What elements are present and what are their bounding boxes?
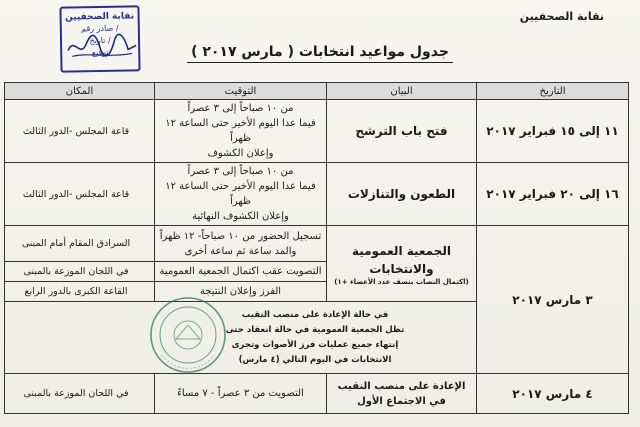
org-name: نقابة الصحفيين [519, 10, 604, 23]
row4-time: التصويت من ٣ عصراً - ٧ مساءً [155, 374, 327, 414]
row4-place: في اللجان الموزعة بالمبنى [5, 374, 155, 414]
row3-item-line2: والانتخابات [369, 261, 434, 276]
row3-note-line3: إنتهاء جميع عمليات فرز الأصوات وتجرى [231, 339, 399, 350]
stamp-line-1: نقابة الصحفيين [65, 11, 135, 23]
row3-time-counting: الفرز وإعلان النتيجة [155, 282, 327, 302]
row3-note-line4: الانتخابات في اليوم التالي (٤ مارس) [238, 354, 392, 365]
row3-time-reg-line1: تسجيل الحضور من ١٠ صباحاً- ١٢ ظهراً [159, 230, 322, 242]
row2-time [155, 163, 327, 226]
stamp-line-2: صادر رقم / [81, 23, 119, 34]
row1-time-line2: فيما عدا اليوم الأخير حتى الساعة ١٢ ظهراً [165, 118, 316, 144]
row3-place-hall: القاعة الكبرى بالدور الرابع [5, 282, 155, 302]
row3-time-registration [155, 226, 327, 262]
row3-place-committees: في اللجان الموزعة بالمبنى [5, 262, 155, 282]
col-header-place: المكان [5, 83, 155, 100]
col-header-date: التاريخ [477, 83, 629, 100]
row2-time-line2: فيما عدا اليوم الأخير حتى الساعة ١٢ ظهراً [165, 181, 316, 207]
stamp-line-4: توقيع [91, 47, 109, 58]
table-row [5, 100, 629, 163]
page-title [0, 44, 640, 60]
row3-date: ٣ مارس ٢٠١٧ [477, 226, 629, 374]
received-stamp [59, 5, 140, 72]
row1-date: ١١ إلى ١٥ فبراير ٢٠١٧ [477, 100, 629, 163]
table-row [5, 226, 629, 262]
row2-time-line1: من ١٠ صباحاً إلى ٣ عصراً [187, 166, 294, 177]
table-row [5, 163, 629, 226]
row3-place-tent: السرادق المقام أمام المبنى [5, 226, 155, 262]
table-row [5, 374, 629, 414]
row3-time-reg-line2: والمد ساعة ثم ساعة أخرى [184, 245, 297, 257]
table-header-row [5, 83, 629, 100]
stamp-line-3: تاريخ / [89, 35, 111, 46]
col-header-time: التوقيت [155, 83, 327, 100]
page-title-text: جدول مواعيد انتخابات ( مارس ٢٠١٧ ) [187, 44, 453, 63]
row1-time [155, 100, 327, 163]
row3-runoff-note [5, 302, 477, 374]
row4-date: ٤ مارس ٢٠١٧ [477, 374, 629, 414]
row2-date: ١٦ إلى ٢٠ فبراير ٢٠١٧ [477, 163, 629, 226]
row1-time-line1: من ١٠ صباحاً إلى ٣ عصراً [187, 103, 294, 114]
row3-item [327, 226, 477, 302]
row1-item: فتح باب الترشح [327, 100, 477, 163]
row1-place: قاعة المجلس -الدور الثالث [5, 100, 155, 163]
schedule-table [4, 82, 629, 414]
row2-time-line3: وإعلان الكشوف النهائية [192, 211, 289, 222]
row2-item: الطعون والتنازلات [327, 163, 477, 226]
row4-item-line1: الإعادة على منصب النقيب [337, 380, 466, 392]
row3-note-line1: في حالة الإعادة على منصب النقيب [241, 309, 389, 320]
row3-time-voting: التصويت عقب اكتمال الجمعية العمومية [155, 262, 327, 282]
col-header-item: البيان [327, 83, 477, 100]
row4-item-line2: في الاجتماع الأول [357, 395, 446, 407]
row4-item [327, 374, 477, 414]
row3-note-line2: تظل الجمعية العمومية في حالة انعقاد حتى [225, 324, 405, 335]
row1-time-line3: وإعلان الكشوف [207, 148, 274, 159]
row2-place: قاعة المجلس -الدور الثالث [5, 163, 155, 226]
row3-item-note: (اكتمال النصاب بنصف عدد الأعضاء +١) [334, 277, 469, 286]
row3-item-line1: الجمعية العمومية [351, 243, 451, 258]
